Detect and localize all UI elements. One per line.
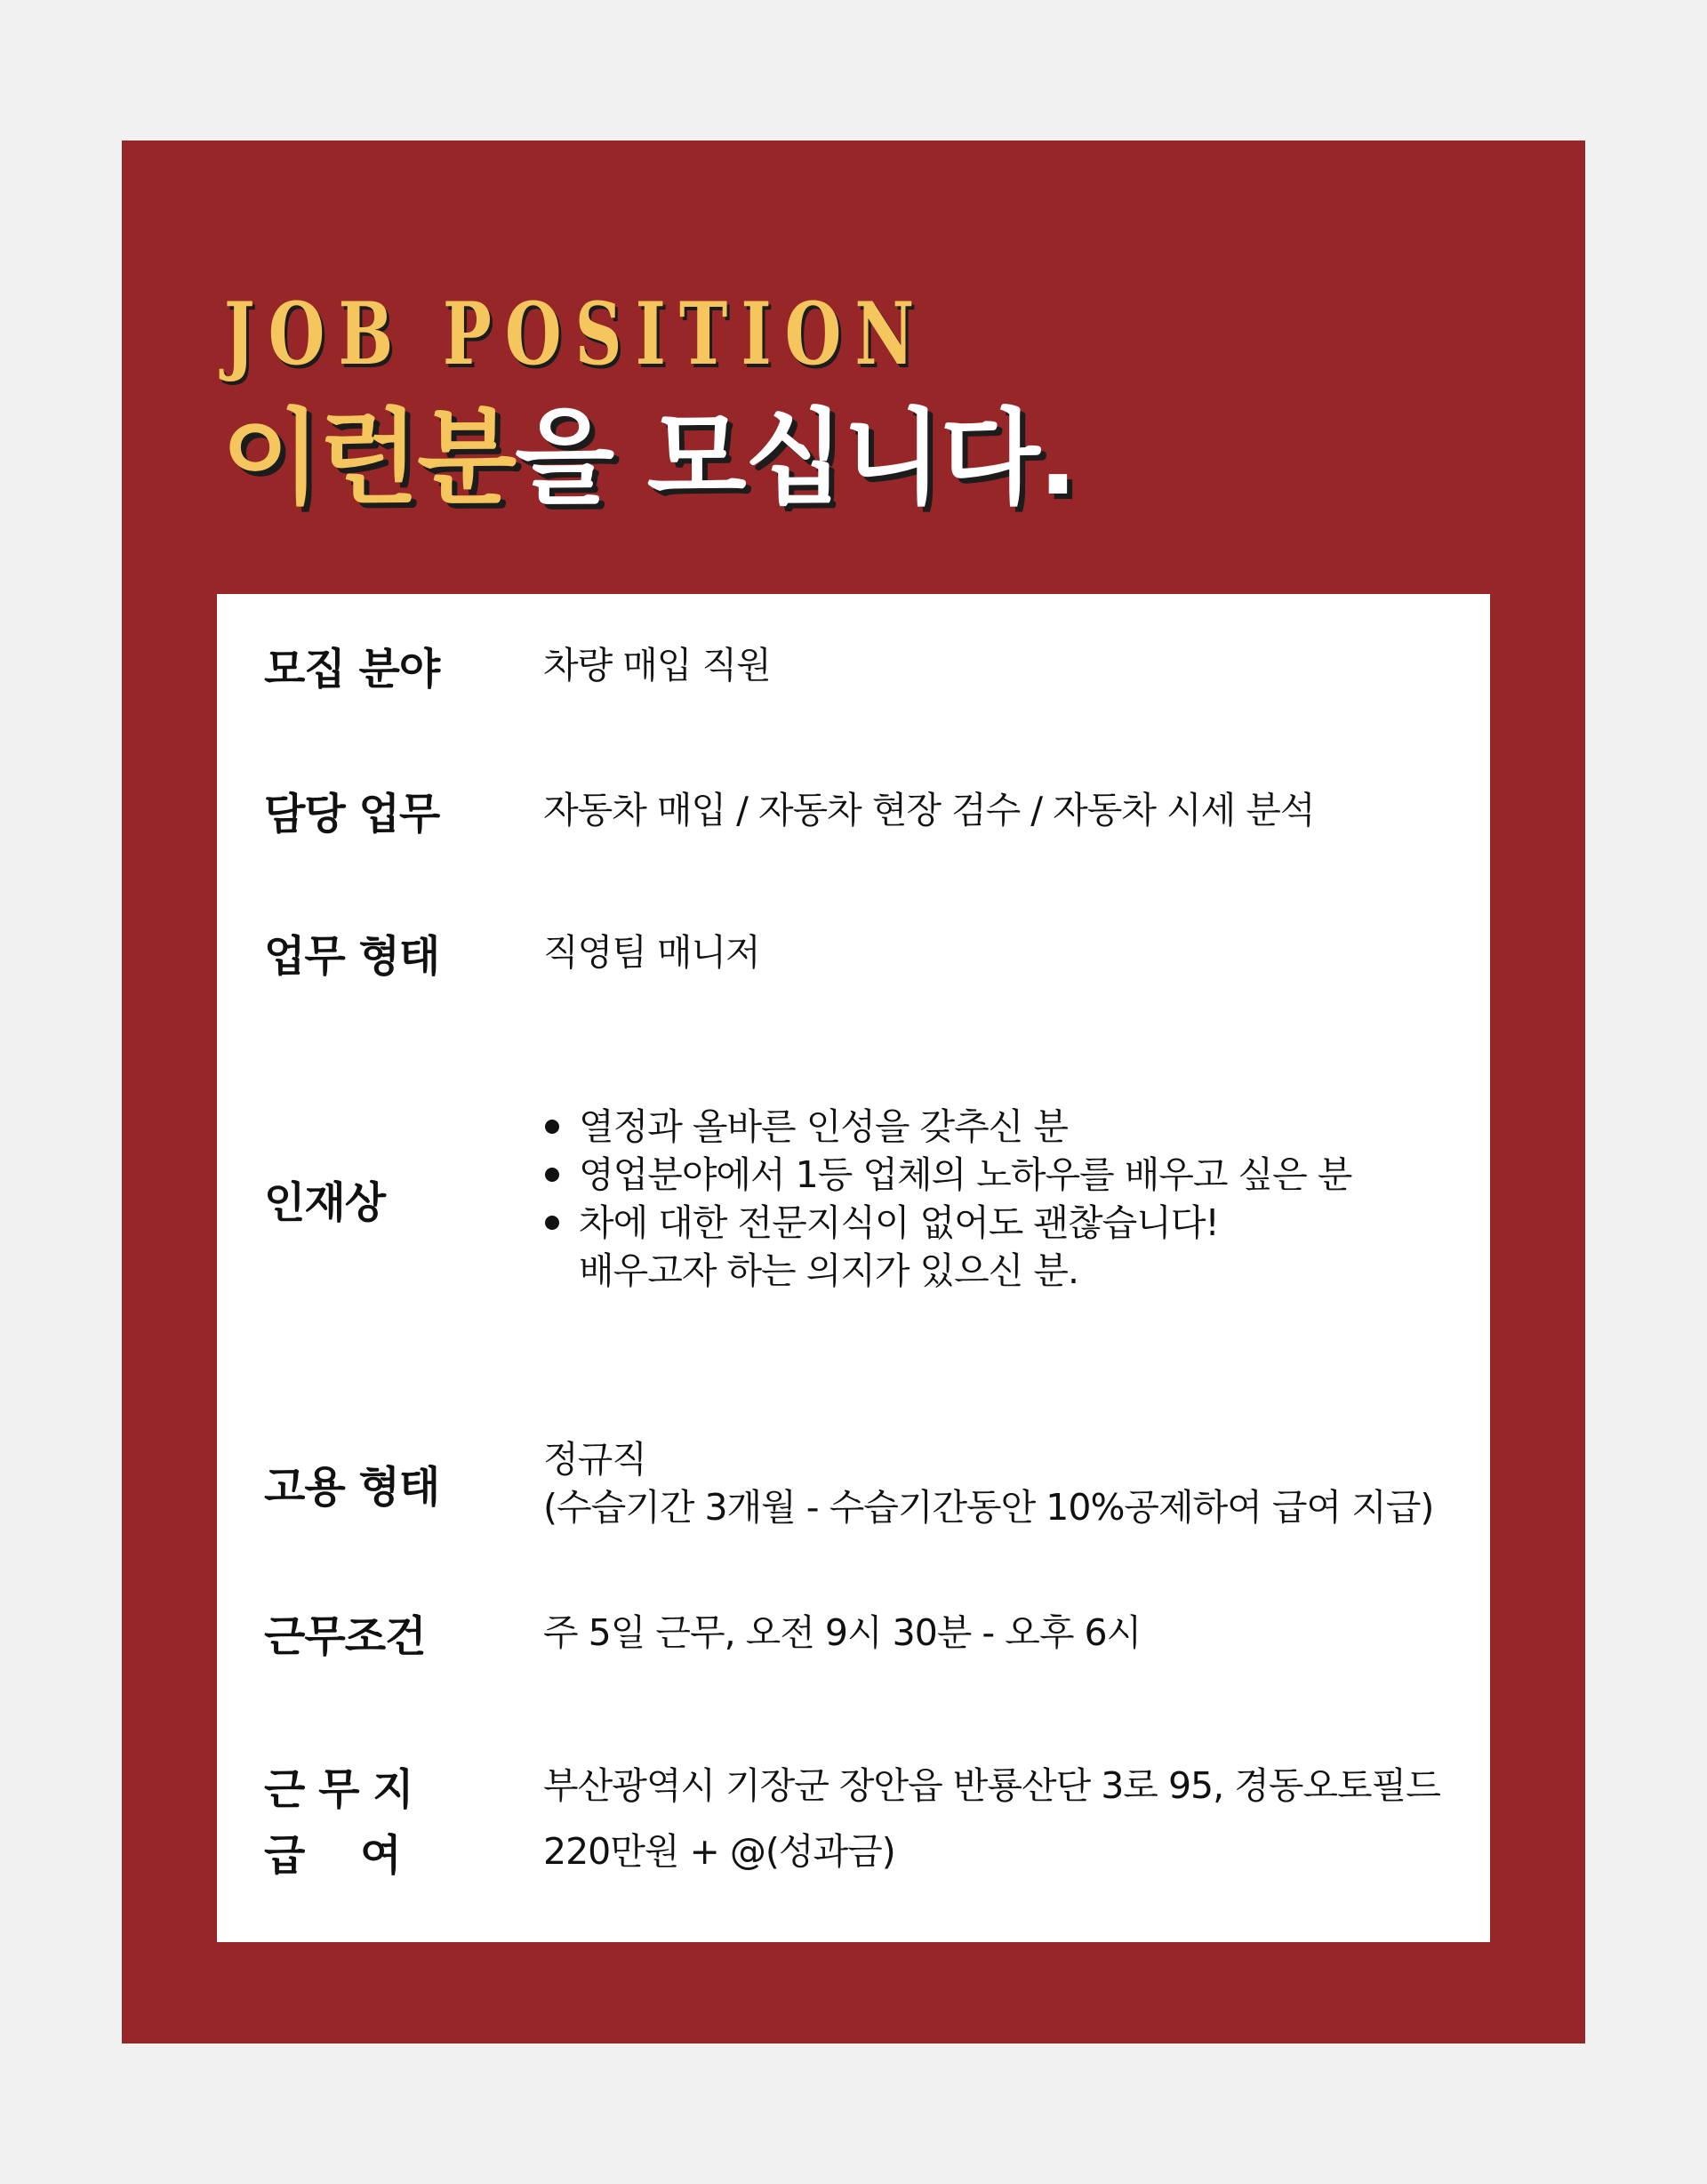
value-line: 자동차 매입 / 자동차 현장 검수 / 자동차 시세 분석	[543, 789, 1315, 831]
value-line: 220만원 + @(성과금)	[543, 1830, 895, 1873]
value-work-type	[543, 928, 760, 976]
eyebrow-title: JOB POSITION	[224, 284, 928, 384]
value-workplace	[543, 1762, 1440, 1810]
headline-accent: 이런분	[221, 398, 516, 518]
label-salary: 급 여	[264, 1830, 401, 1881]
label-duties: 담당 업무	[264, 789, 440, 839]
label-workplace: 근 무 지	[264, 1764, 413, 1815]
label-ideal-candidate: 인재상	[264, 1177, 386, 1228]
headline-rest: 을 모십니다.	[515, 398, 1076, 518]
value-recruitment-field	[543, 641, 771, 689]
label-work-conditions: 근무조건	[264, 1611, 426, 1662]
headline	[221, 398, 1076, 518]
job-poster	[122, 141, 1585, 2043]
job-details-card	[217, 594, 1490, 1942]
value-line: 차량 매입 직원	[543, 644, 771, 687]
ideal-candidate-list	[543, 1103, 1351, 1295]
value-duties	[543, 786, 1314, 834]
value-work-conditions	[543, 1609, 1141, 1657]
row-duties	[217, 775, 1490, 846]
value-salary	[543, 1827, 895, 1875]
value-line: 직영팀 매니저	[543, 931, 760, 974]
list-item: 영업분야에서 1등 업체의 노하우를 배우고 싶은 분	[543, 1151, 1351, 1199]
value-line: 주 5일 근무, 오전 9시 30분 - 오후 6시	[543, 1611, 1142, 1654]
list-item: 열정과 올바른 인성을 갖추신 분	[543, 1103, 1351, 1151]
list-item-continuation: 배우고자 하는 의지가 있으신 분.	[579, 1249, 1079, 1292]
row-work-type	[217, 917, 1490, 988]
label-employment-type: 고용 형태	[264, 1462, 440, 1513]
value-line: 부산광역시 기장군 장안읍 반룡산단 3로 95, 경동오토필드	[543, 1764, 1440, 1807]
label-work-type: 업무 형태	[264, 931, 440, 982]
row-recruitment-field	[217, 630, 1490, 701]
value-line: 정규직	[543, 1438, 646, 1481]
value-line: (수습기간 3개월 - 수습기간동안 10%공제하여 급여 지급)	[543, 1486, 1434, 1529]
label-recruitment-field: 모집 분야	[264, 644, 440, 695]
list-item: 차에 대한 전문지식이 없어도 괜찮습니다!	[543, 1199, 1351, 1247]
value-employment-type	[543, 1435, 1433, 1531]
